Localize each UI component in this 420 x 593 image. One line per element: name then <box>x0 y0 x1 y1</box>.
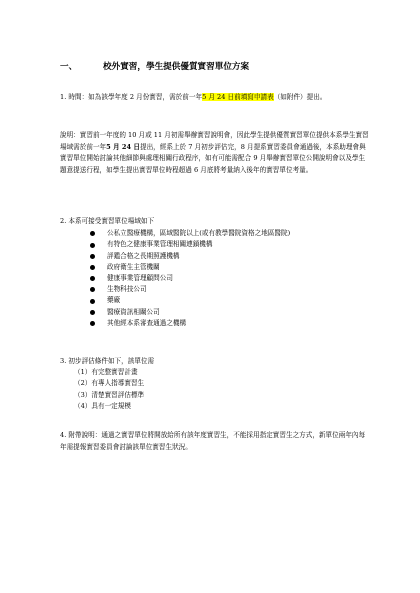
section-1-time <box>60 92 370 104</box>
time-suffix: （如附件）提出。 <box>273 93 327 101</box>
accepted-units-list <box>60 228 290 329</box>
heading-number: 一、 <box>60 62 78 72</box>
bullet-icon <box>90 243 95 248</box>
explanation-bold-date: 5 月 24 日 <box>106 142 140 151</box>
list-item: 藥廠 <box>90 295 290 306</box>
criteria-list <box>60 367 154 412</box>
section-heading <box>60 60 249 72</box>
bullet-icon <box>90 321 95 326</box>
list-item: 其他經本系審查通過之機構 <box>90 318 290 329</box>
list-item: 有特色之健康事業管理相關連鎖機構 <box>90 239 290 250</box>
explanation-paragraph <box>60 130 370 176</box>
bullet-icon <box>90 310 95 315</box>
section-4-note: 4. 附帶說明：通過之實習單位將開放給所有該年度實習生，不能採用指定實習生之方式，新單位兩年內每年需提報實習委員會討論該單位實習生狀況。 <box>60 431 366 451</box>
section-3-title: 3. 初步評估條件如下，該單位需 <box>60 357 155 365</box>
explanation-part2: 提出，經系上於 7 月初步評估完，8 月提系實習委員會通過後，本系助理會與實習單位開始討論其他細節與處理相關行政程序，如有可能需配合 9 月舉辦實習單位公開說明會以及學生題意提送行程，如學生提出實習單位時程超過 6 月底將考量納入後年的實習單位考量。 <box>60 142 366 174</box>
bullet-icon <box>90 265 95 270</box>
bullet-icon <box>90 299 95 304</box>
section-2-title: 2. 本系可接受實習單位場域如下 <box>60 217 155 225</box>
list-item: （1）有完整實習計畫 <box>74 368 138 377</box>
list-item: （4）具有一定規模 <box>74 401 131 410</box>
list-item: （3）清楚實習評估標準 <box>74 390 145 399</box>
bullet-icon <box>90 276 95 281</box>
explanation-part1: 說明：實習前一年度的 10 月或 11 月初需舉辦實習說明會，因此學生提供優質實習單位提供本系學生實習場域需於前一年 <box>60 131 369 151</box>
bullet-icon <box>90 254 95 259</box>
section-2 <box>60 216 290 329</box>
list-item: 醫療資訊相關公司 <box>90 307 290 318</box>
list-item: （2）有專人指導實習生 <box>74 379 145 388</box>
deadline-highlight: 5 月 24 日前填寫申請表 <box>202 93 274 101</box>
list-item: 公私立醫療機構，區域醫院以上(或有教學醫院資格之地區醫院) <box>90 228 290 239</box>
list-item: 評鑑合格之長期照護機構 <box>90 251 290 262</box>
heading-title: 校外實習，學生提供優質實習單位方案 <box>103 62 250 72</box>
section-3 <box>60 356 154 412</box>
time-prefix: 1. 時間：如為該學年度 2 月份實習，需於前一年 <box>60 93 203 101</box>
bullet-icon <box>90 231 95 236</box>
list-item: 政府衛生主管機關 <box>90 262 290 273</box>
list-item: 健康事業管理顧問公司 <box>90 273 290 284</box>
list-item: 生物科技公司 <box>90 284 290 295</box>
bullet-icon <box>90 287 95 292</box>
